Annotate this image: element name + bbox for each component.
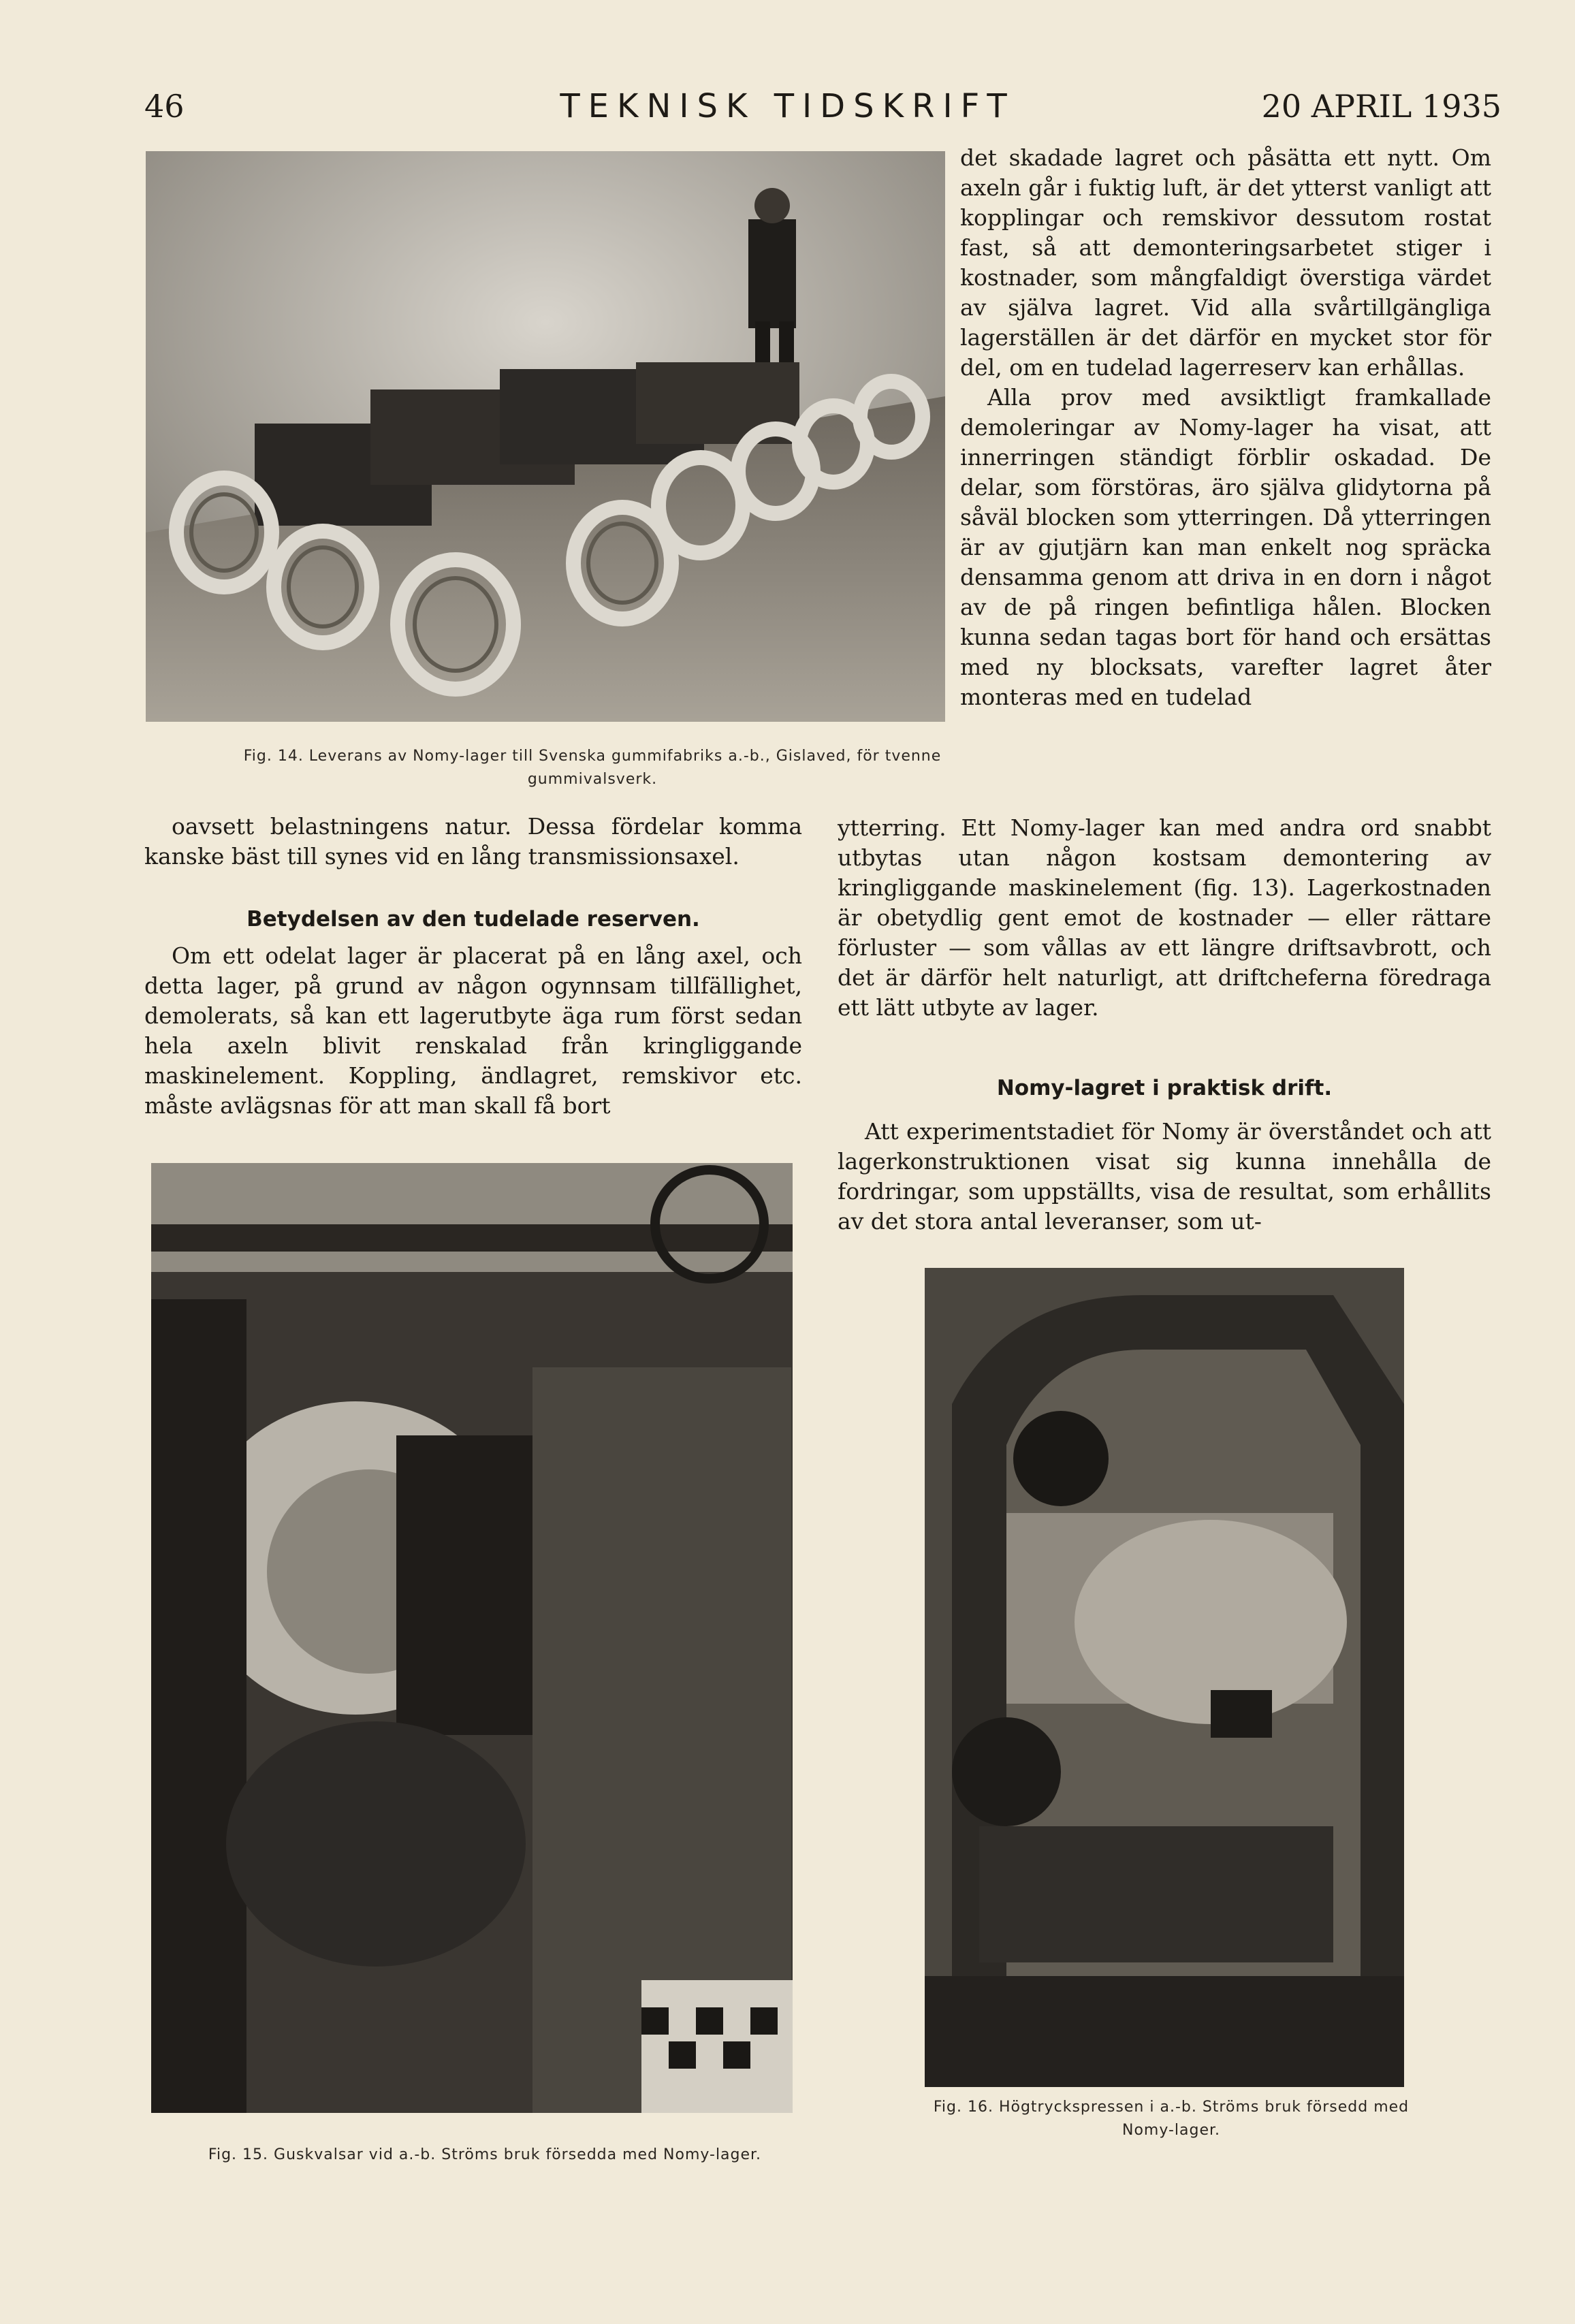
section2-paragraph: Att experimentstadiet för Nomy är överståndet och att lagerkonstruktionen visat sig kunna innehålla de fordringar, som uppställts, visa de resultat, som erhållits av det stora antal leveranser, som ut- <box>838 1118 1491 1235</box>
right-paragraph-2: Alla prov med avsiktligt framkallade demoleringar av Nomy-lager ha visat, att innerringen ständigt förblir oskadad. De delar, som förstöras, äro själva glidytorna på såväl blocken som ytterringen. Då ytterringen är av gjutjärn kan man enkelt nog spräcka densamma genom att driva in en dorn i något av de på ringen befintliga hålen. Blocken kunna sedan tagas bort för hand och ersättas med ny blocksats, varefter lagret åter monteras med en tudelad <box>960 384 1491 710</box>
left-column-intro <box>144 812 802 872</box>
fig15-caption: Fig. 15. Guskvalsar vid a.-b. Ströms bruk försedda med Nomy-lager. <box>208 2146 762 2163</box>
right-paragraph-3: ytterring. Ett Nomy-lager kan med andra ord snabbt utbytas utan någon kostsam demontering av kringliggande maskinelement (fig. 13). Lagerkostnaden är obetydlig gent emot de kostnader — eller rättare förluster — som vållas av ett längre driftsavbrott, och det är därför helt naturligt, att driftcheferna föredraga ett lätt utbyte av lager. <box>838 814 1491 1021</box>
journal-title: TEKNISK TIDSKRIFT <box>560 87 1015 125</box>
right-paragraph-1: det skadade lagret och påsätta ett nytt. Om axeln går i fuktig luft, är det ytterst vanligt att kopplingar och remskivor dessutom rostat fast, så att demonteringsarbetet stiger i kostnader, som mångfaldigt överstiga värdet av själva lagret. Vid alla svårtillgängliga lagerställen är det därför en mycket stor för del, om en tudelad lagerreserv kan erhållas. <box>960 144 1491 381</box>
section2-text-block <box>838 1117 1491 1237</box>
intro-paragraph: oavsett belastningens natur. Dessa fördelar komma kanske bäst till synes vid en lång transmissionsaxel. <box>144 813 802 870</box>
fig15-photo <box>151 1163 793 2113</box>
fig14-photo <box>146 151 945 722</box>
right-column-top <box>960 143 1491 712</box>
issue-date: 20 APRIL 1935 <box>1261 88 1501 125</box>
fig16-photo <box>925 1268 1404 2087</box>
section1-heading: Betydelsen av den tudelade reserven. <box>246 907 700 932</box>
fig14-caption: Fig. 14. Leverans av Nomy-lager till Svenska gummifabriks a.-b., Gislaved, för tvenne gummivalsverk. <box>243 748 942 788</box>
page-number: 46 <box>144 88 185 125</box>
section1-paragraph: Om ett odelat lager är placerat på en lång axel, och detta lager, på grund av någon ogynnsam tillfällighet, demolerats, så kan ett lagerutbyte äga rum först sedan hela axeln blivit renskalad från kringliggande maskinelement. Koppling, ändlagret, remskivor etc. måste avlägsnas för att man skall få bort <box>144 942 802 1119</box>
right-column-continued <box>838 813 1491 1023</box>
fig16-caption: Fig. 16. Högtryckspressen i a.-b. Ströms bruk försedd med Nomy-lager. <box>933 2099 1410 2139</box>
section2-heading: Nomy-lagret i praktisk drift. <box>996 1076 1333 1100</box>
section1-text-block <box>144 941 802 1121</box>
